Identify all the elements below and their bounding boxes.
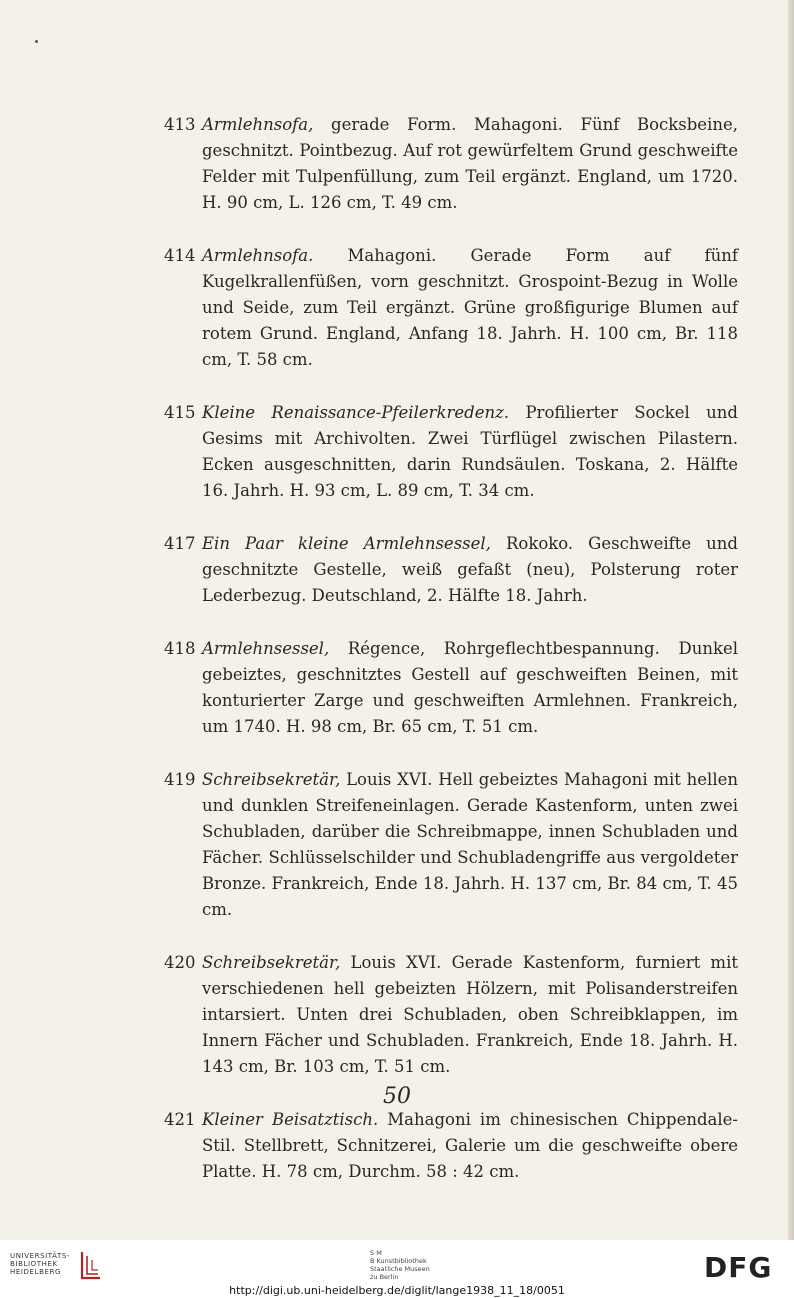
entry-description: Rokoko. Geschweifte und geschnitzte Gestelle, weiß gefaßt (neu), Polsterung roter Lederbezug. Deutschland, 2. Hälfte 18. Jahrh. — [202, 534, 738, 605]
entry-text — [202, 636, 738, 740]
scan-speck — [35, 40, 38, 43]
page-number: 50 — [383, 1084, 411, 1109]
entry-text — [202, 400, 738, 504]
entry-number: 419 — [164, 770, 196, 789]
entry-title: Ein Paar kleine Armlehnsessel, — [202, 534, 491, 553]
entry-title: Armlehnsofa, — [202, 115, 314, 134]
smb-logo[interactable] — [370, 1249, 430, 1281]
smb-text: S M B Kunstbibliothek Staatliche Museen zu Berlin — [370, 1249, 430, 1281]
catalog-entry — [164, 950, 738, 1080]
entry-title: Schreibsekretär, — [202, 953, 341, 972]
entry-number: 413 — [164, 115, 196, 134]
catalog-entry — [164, 767, 738, 923]
entry-description: Régence, Rohrgeflechtbespannung. Dunkel gebeiztes, geschnitztes Gestell auf geschweiften Beinen, mit konturierter Zarge und geschweiften Armlehnen. Frankreich, um 1740. H. 98 cm, Br. 65 cm, T. 51 cm. — [202, 639, 738, 736]
entry-text — [202, 950, 738, 1080]
catalog-entry — [164, 243, 738, 373]
entry-number: 417 — [164, 534, 196, 553]
page-edge-shadow — [788, 0, 794, 1240]
entry-text — [202, 1107, 738, 1185]
university-name: UNIVERSITÄTS- BIBLIOTHEK HEIDELBERG — [10, 1252, 71, 1276]
entry-number: 414 — [164, 246, 196, 265]
entry-title: Armlehnsessel, — [202, 639, 330, 658]
entry-description: Mahagoni im chinesischen Chippendale-Stil. Stellbrett, Schnitzerei, Galerie um die geschweifte obere Platte. H. 78 cm, Durchm. 58 : 42 cm. — [202, 1110, 738, 1181]
entry-number: 421 — [164, 1110, 196, 1129]
entry-text — [202, 243, 738, 373]
catalog-entry — [164, 1107, 738, 1185]
catalog-entries — [164, 112, 738, 1212]
university-library-logo[interactable] — [10, 1252, 70, 1276]
entry-description: Louis XVI. Hell gebeiztes Mahagoni mit hellen und dunklen Streifeneinlagen. Gerade Kastenform, unten zwei Schubladen, darüber die Schreibmappe, innen Schubladen und Fächer. Schlüsselschilder und Schubladengriffe aus vergoldeter Bronze. Frankreich, Ende 18. Jahrh. H. 137 cm, Br. 84 cm, T. 45 cm. — [202, 770, 738, 919]
entry-title: Armlehnsofa. — [202, 246, 314, 265]
entry-title: Schreibsekretär, — [202, 770, 341, 789]
entry-title: Kleiner Beisatztisch. — [202, 1110, 379, 1129]
catalog-entry — [164, 531, 738, 609]
entry-text — [202, 531, 738, 609]
entry-text — [202, 112, 738, 216]
dfg-logo[interactable]: DFG — [704, 1251, 773, 1284]
entry-description: gerade Form. Mahagoni. Fünf Bocksbeine, geschnitzt. Pointbezug. Auf rot gewürfeltem Grund geschweifte Felder mit Tulpenfüllung, zum Teil ergänzt. England, um 1720. H. 90 cm, L. 126 cm, T. 49 cm. — [202, 115, 738, 212]
entry-title: Kleine Renaissance-Pfeilerkredenz. — [202, 403, 510, 422]
entry-text — [202, 767, 738, 923]
entry-number: 415 — [164, 403, 196, 422]
university-emblem-icon — [78, 1250, 104, 1280]
entry-description: Profilierter Sockel und Gesims mit Archivolten. Zwei Türflügel zwischen Pilastern. Ecken ausgeschnitten, darin Rundsäulen. Toskana, 2. Hälfte 16. Jahrh. H. 93 cm, L. 89 cm, T. 34 cm. — [202, 403, 738, 500]
catalog-entry — [164, 112, 738, 216]
source-url-link[interactable]: http://digi.ub.uni-heidelberg.de/diglit/lange1938_11_18/0051 — [229, 1284, 565, 1297]
catalog-entry — [164, 400, 738, 504]
entry-number: 418 — [164, 639, 196, 658]
entry-number: 420 — [164, 953, 196, 972]
entry-description: Mahagoni. Gerade Form auf fünf Kugelkrallenfüßen, vorn geschnitzt. Grospoint-Bezug in Wolle und Seide, zum Teil ergänzt. Grüne großfigurige Blumen auf rotem Grund. England, Anfang 18. Jahrh. H. 100 cm, Br. 118 cm, T. 58 cm. — [202, 246, 738, 369]
catalog-entry — [164, 636, 738, 740]
entry-description: Louis XVI. Gerade Kastenform, furniert mit verschiedenen hell gebeizten Hölzern, mit Polisanderstreifen intarsiert. Unten drei Schubladen, oben Schreibklappen, im Innern Fächer und Schubladen. Frankreich, Ende 18. Jahrh. H. 143 cm, Br. 103 cm, T. 51 cm. — [202, 953, 738, 1076]
